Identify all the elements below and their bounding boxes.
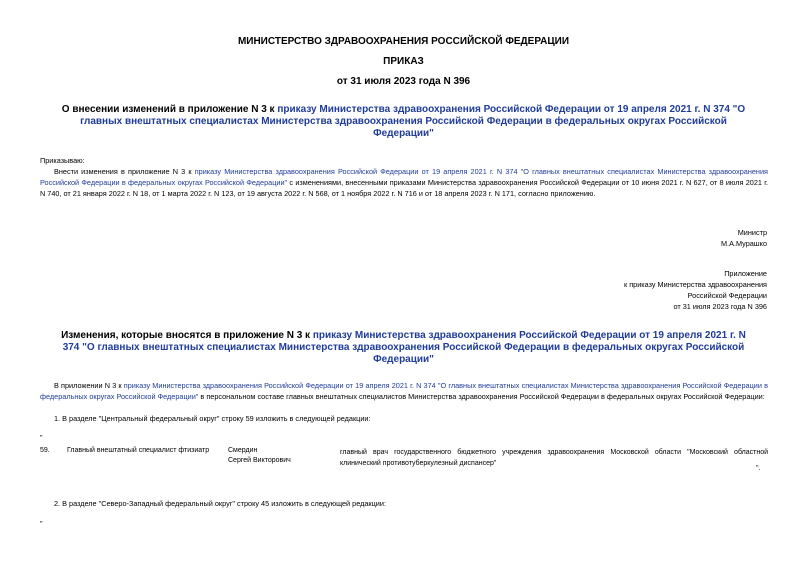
- changes-intro-text-2: в персональном составе главных внештатных специалистов Министерства здравоохранения Российской Федерации в федеральных округах Российской Федерации:: [198, 392, 765, 401]
- changes-title: [55, 330, 752, 366]
- change-item-1: 1. В разделе "Центральный федеральный округ" строку 59 изложить в следующей редакции:: [54, 414, 371, 423]
- appendix-line-3: Российской Федерации: [687, 291, 767, 300]
- row-number: 59.: [40, 447, 50, 454]
- title-prefix: О внесении изменений в приложение N 3 к: [61, 104, 278, 115]
- row-surname: Смердин: [228, 447, 258, 454]
- changes-intro-paragraph: [40, 380, 768, 402]
- order-paragraph: [40, 166, 768, 199]
- changes-intro-text-1: В приложении N 3 к: [54, 381, 124, 390]
- appendix-line-4: от 31 июля 2023 года N 396: [673, 302, 767, 311]
- signature-name: М.А.Мурашко: [720, 239, 767, 248]
- open-quote-1: ": [40, 433, 43, 442]
- document-type: ПРИКАЗ: [383, 56, 424, 67]
- appendix-label: Приложение: [724, 269, 767, 278]
- order-text-1: Внести изменения в приложение N 3 к: [54, 167, 195, 176]
- changes-title-link-order-374[interactable]: приказу Министерства здравоохранения Российской Федерации от 19 апреля 2021 г. N 374 "О главных внештатных специалистах Министерства здравоохранения Российской Федерации в федеральных округах Российской Федерации": [62, 330, 746, 365]
- open-quote-2: ": [40, 519, 43, 528]
- row-given-names: Сергей Викторович: [228, 457, 291, 464]
- signature-position: Министр: [737, 228, 767, 237]
- changes-title-prefix: Изменения, которые вносятся в приложение N 3 к: [61, 330, 313, 341]
- appendix-line-2: к приказу Министерства здравоохранения: [623, 280, 767, 289]
- order-text-2: с изменениями, внесенными приказами Министерства здравоохранения Российской Федерации от 10 июня 2021 г. N 627, от 8 июля 2021 г. N 740, от 21 января 2022 г. N 18, от 1 марта 2022 г. N 123, от 19 августа 2022 г. N 568, от 1 ноября 2022 г. N 716 и от 18 апреля 2023 г. N 171, согласно приложению.: [40, 178, 769, 198]
- change-item-2: 2. В разделе "Северо-Западный федеральный округ" строку 45 изложить в следующей редакции:: [54, 499, 386, 508]
- order-intro: Приказываю:: [40, 156, 85, 165]
- ministry-heading: МИНИСТЕРСТВО ЗДРАВООХРАНЕНИЯ РОССИЙСКОЙ ФЕДЕРАЦИИ: [237, 36, 570, 47]
- row-specialty: Главный внештатный специалист фтизиатр: [67, 447, 210, 454]
- order-link-order-374[interactable]: приказу Министерства здравоохранения Российской Федерации от 19 апреля 2021 г. N 374 "О главных внештатных специалистах Министерства здравоохранения Российской Федерации в федеральных округах Российской Федерации": [40, 167, 768, 187]
- title-link-order-374[interactable]: приказу Министерства здравоохранения Российской Федерации от 19 апреля 2021 г. N 374 "О главных внештатных специалистах Министерства здравоохранения Российской Федерации в федеральных округах Российской Федерации": [80, 104, 746, 139]
- changes-intro-link-order-374[interactable]: приказу Министерства здравоохранения Российской Федерации от 19 апреля 2021 г. N 374 "О главных внештатных специалистах Министерства здравоохранения Российской Федерации в федеральных округах Российской Федерации": [40, 381, 768, 401]
- document-title: [50, 104, 757, 140]
- row-close-mark: ".: [756, 465, 761, 472]
- document-date: от 31 июля 2023 года N 396: [336, 76, 471, 87]
- row-position: главный врач государственного бюджетного учреждения здравоохранения Московской области "Московский областной клинический противотуберкулезный диспансер": [340, 449, 768, 467]
